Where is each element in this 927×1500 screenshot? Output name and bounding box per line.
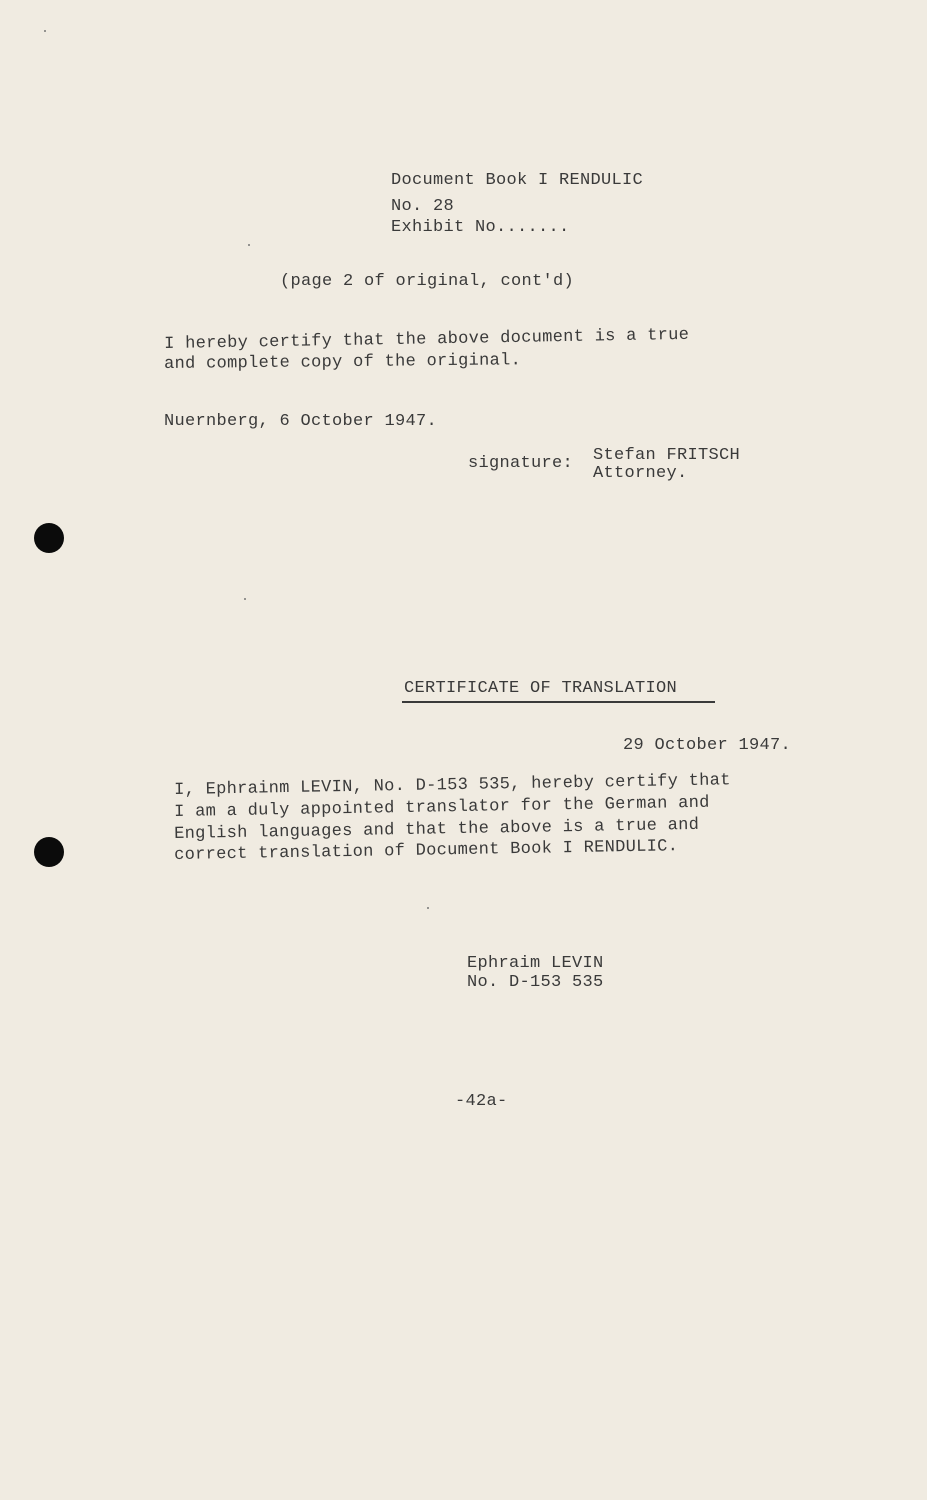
- continuation-note: (page 2 of original, cont'd): [280, 272, 575, 291]
- translation-line-4: correct translation of Document Book I RENDULIC.: [174, 837, 679, 865]
- paper-speck: [44, 30, 46, 32]
- exhibit-number: Exhibit No.......: [391, 218, 570, 237]
- document-book-label: Document Book I RENDULIC: [391, 171, 644, 190]
- title-underline: [402, 701, 715, 703]
- translation-line-1: I, Ephrainm LEVIN, No. D-153 535, hereby certify that: [174, 771, 731, 800]
- translator-name: Ephraim LEVIN: [467, 954, 604, 973]
- punch-hole-top: [34, 523, 64, 553]
- signer-name: Stefan FRITSCH: [593, 446, 741, 465]
- signature-label: signature:: [468, 454, 574, 473]
- punch-hole-bottom: [34, 837, 64, 867]
- paper-speck: [244, 598, 246, 600]
- translation-date: 29 October 1947.: [623, 736, 792, 755]
- translator-number: No. D-153 535: [467, 973, 604, 992]
- document-number: No. 28: [391, 197, 455, 216]
- place-date: Nuernberg, 6 October 1947.: [164, 412, 438, 431]
- certification-line-2: and complete copy of the original.: [164, 351, 522, 374]
- paper-speck: [427, 907, 429, 909]
- certification-line-1: I hereby certify that the above document is a true: [164, 325, 690, 354]
- signer-title: Attorney.: [593, 464, 688, 483]
- translation-line-3: English languages and that the above is a true and: [174, 815, 700, 844]
- page-number: -42a-: [455, 1092, 508, 1111]
- translation-line-2: I am a duly appointed translator for the German and: [174, 793, 710, 822]
- paper-speck: [248, 244, 250, 246]
- translation-certificate-title: CERTIFICATE OF TRANSLATION: [404, 679, 678, 698]
